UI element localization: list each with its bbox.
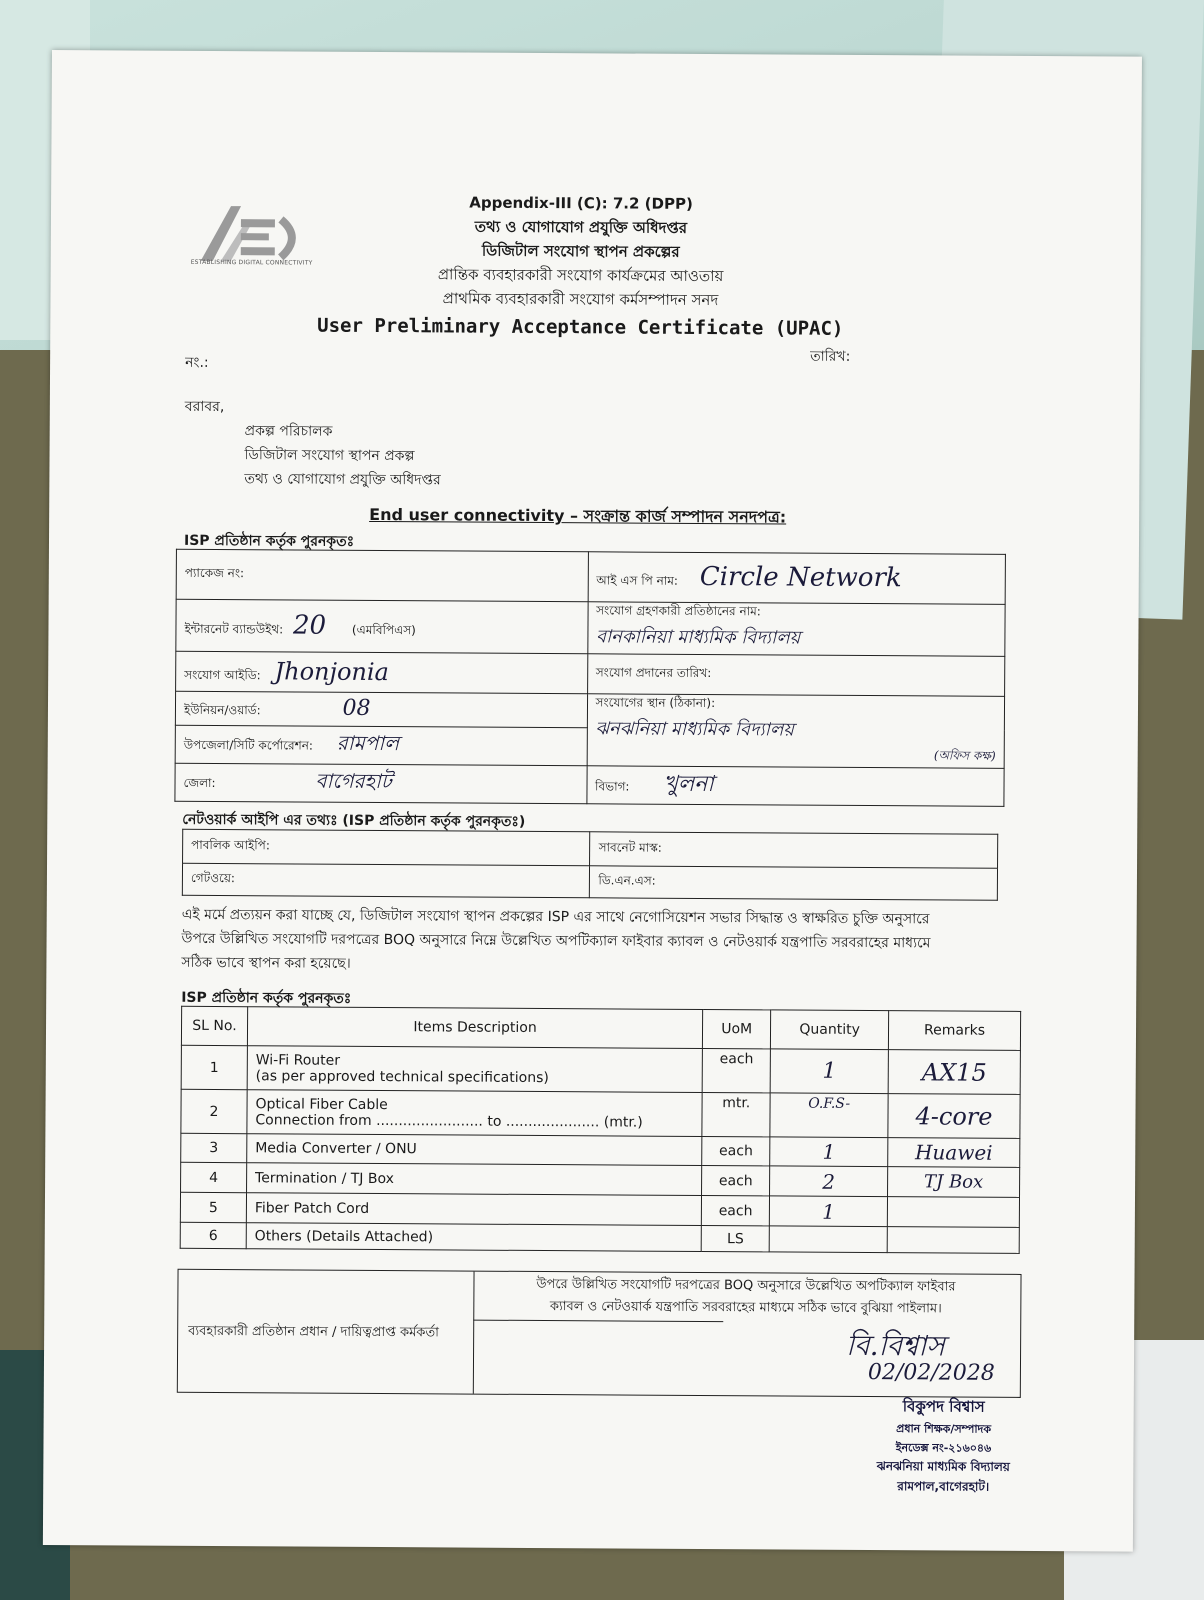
union-label: ইউনিয়ন/ওয়ার্ড: xyxy=(183,702,261,718)
row-desc-main: Wi-Fi Router xyxy=(255,1051,341,1069)
stamp-index: ইনডেক্স নং-২১৬০৪৬ xyxy=(895,1441,992,1455)
subnet-label: সাবনেট মাস্ক: xyxy=(598,839,662,855)
stamp-name: বিকুপদ বিশ্বাস xyxy=(902,1397,985,1416)
row-uom: each xyxy=(702,1048,770,1092)
upazila-label: উপজেলা/সিটি কর্পোরেশন: xyxy=(183,737,314,753)
date-label: তারিখ: xyxy=(810,348,851,365)
union-cell xyxy=(175,691,587,728)
row-desc-main: Optical Fiber Cable xyxy=(255,1095,388,1113)
isp-fill-label: ISP প্রতিষ্ঠান কর্তৃক পুরনকৃতঃ xyxy=(183,532,355,550)
signature-date: 02/02/2028 xyxy=(867,1360,995,1386)
row-quantity xyxy=(769,1226,887,1253)
row-remarks xyxy=(887,1197,1019,1228)
col-header-sl: SL No. xyxy=(181,1006,247,1045)
bandwidth-value: 20 xyxy=(292,610,327,641)
header-line-3: প্রান্তিক ব্যবহারকারী সংযোগ কার্যক্রমের আওতায় xyxy=(437,265,724,286)
row-remarks: 4-core xyxy=(888,1094,1020,1139)
row-quantity: 1 xyxy=(770,1137,888,1167)
address-line-3: তথ্য ও যোগাযোগ প্রযুক্তি অধিদপ্তর xyxy=(244,471,441,489)
row-uom: each xyxy=(702,1165,770,1195)
row-description: Others (Details Attached) xyxy=(246,1223,701,1252)
row-remarks: AX15 xyxy=(888,1050,1020,1095)
recipient-cell xyxy=(587,602,1005,657)
stamp-address: রামপাল,বাগেরহাট। xyxy=(897,1479,990,1494)
row-desc-sub: (as per approved technical specifications) xyxy=(255,1067,549,1086)
row-remarks: TJ Box xyxy=(888,1167,1020,1198)
appendix-ref: Appendix-III (C): 7.2 (DPP) xyxy=(469,193,693,213)
location-cell xyxy=(587,694,1005,769)
connection-id-cell xyxy=(176,651,588,694)
declaration-line-1: এই মর্মে প্রত্যয়ন করা যাচ্ছে যে, ডিজিটাল সংযোগ স্থাপন প্রকল্পের ISP এর সাথে নেগোসিয়েশন সভার সিদ্ধান্ত ও স্বাক্ষরিত চুক্তি অনুসারে xyxy=(181,906,930,928)
row-description: Termination / TJ Box xyxy=(246,1163,701,1196)
row-uom: mtr. xyxy=(702,1092,770,1136)
isp-name-label: আই এস পি নাম: xyxy=(596,573,679,588)
public-ip-cell xyxy=(183,829,591,865)
row-quantity: 2 xyxy=(770,1166,888,1197)
department-name: তথ্য ও যোগাযোগ প্রযুক্তি অধিদপ্তর xyxy=(474,217,688,237)
location-value-2: (অফিস কক্ষ) xyxy=(933,748,996,763)
bandwidth-label: ইন্টারনেট ব্যান্ডউইথ: xyxy=(184,621,284,637)
recipient-label: সংযোগ গ্রহণকারী প্রতিষ্ঠানের নাম: xyxy=(596,603,761,619)
row-description xyxy=(247,1090,703,1137)
table-row xyxy=(181,1045,1020,1094)
row-uom: LS xyxy=(701,1225,769,1251)
row-description: Fiber Patch Cord xyxy=(246,1193,701,1226)
address-line-1: প্রকল্প পরিচালক xyxy=(244,423,333,440)
district-value: বাগেরহাট xyxy=(315,768,392,794)
address-block xyxy=(244,419,441,492)
handwritten-signature: বি.বিশ্বাস xyxy=(846,1328,945,1363)
package-cell xyxy=(176,549,588,602)
division-value: খুলনা xyxy=(663,771,714,798)
declaration-line-2: উপরে উল্লিখিত সংযোগটি দরপত্রের BOQ অনুসারে নিম্নে উল্লেখিত অপটিক্যাল ফাইবার ক্যাবল ও নেটওয়ার্ক যন্ত্রপাতি সরবরাহের মাধ্যমে xyxy=(181,930,931,952)
ref-number-label: নং.: xyxy=(185,354,209,371)
gateway-cell xyxy=(182,863,590,897)
acceptance-line-2: ক্যাবল ও নেটওয়ার্ক যন্ত্রপাতি সরবরাহের মাধ্যমে সঠিক ভাবে বুঝিয়া পাইলাম। xyxy=(549,1299,942,1317)
table-row xyxy=(180,1222,1019,1253)
row-uom: each xyxy=(702,1195,770,1225)
connection-date-label: সংযোগ প্রদানের তারিখ: xyxy=(595,664,712,680)
location-value: ঝনঝনিয়া মাধ্যমিক বিদ্যালয় xyxy=(595,718,794,741)
bandwidth-unit: (এমবিপিএস) xyxy=(351,622,416,638)
row-sl: 3 xyxy=(181,1133,247,1162)
row-quantity: 1 xyxy=(770,1049,888,1094)
row-uom: each xyxy=(702,1136,770,1165)
row-sl: 1 xyxy=(181,1045,247,1089)
row-description xyxy=(247,1046,703,1093)
network-heading: নেটওয়ার্ক আইপি এর তথ্যঃ (ISP প্রতিষ্ঠান কর্তৃক পুরনকৃতঃ) xyxy=(182,811,526,830)
declaration-paragraph xyxy=(181,903,1011,980)
district-label: জেলা: xyxy=(183,775,216,791)
connection-id-value: Jhonjonia xyxy=(274,656,389,686)
recipient-value: বানকানিয়া মাধ্যমিক বিদ্যালয় xyxy=(595,626,801,649)
row-remarks xyxy=(887,1227,1019,1254)
upazila-cell xyxy=(175,725,587,766)
box-divider-h xyxy=(473,1320,723,1323)
section-title: End user connectivity – সংক্রান্ত কার্জ সম্পাদন সনদপত্র: xyxy=(369,504,787,527)
connection-info-table xyxy=(174,549,1006,807)
project-name: ডিজিটাল সংযোগ স্থাপন প্রকল্পের xyxy=(481,241,680,261)
header-line-4: প্রাথমিক ব্যবহারকারী সংযোগ কর্মসম্পাদন সনদ xyxy=(442,289,719,310)
box-divider xyxy=(473,1272,475,1394)
stamp-title: প্রধান শিক্ষক/সম্পাদক xyxy=(896,1422,992,1436)
bandwidth-cell xyxy=(176,599,588,654)
subnet-cell xyxy=(590,832,998,868)
district-cell xyxy=(175,763,587,804)
user-head-label: ব্যবহারকারী প্রতিষ্ঠান প্রধান / দায়িত্বপ্রাপ্ত কর্মকর্তা xyxy=(188,1323,439,1341)
acceptance-line-1: উপরে উল্লিখিত সংযোগটি দরপত্রের BOQ অনুসারে উল্লেখিত অপটিক্যাল ফাইবার xyxy=(536,1276,956,1295)
connection-date-cell xyxy=(587,654,1005,697)
document-title: User Preliminary Acceptance Certificate (UPAC) xyxy=(317,314,844,340)
row-description: Media Converter / ONU xyxy=(247,1134,702,1166)
table-row xyxy=(181,1089,1020,1138)
col-header-uom: UoM xyxy=(703,1009,771,1048)
col-header-quantity: Quantity xyxy=(771,1010,889,1050)
row-sl: 5 xyxy=(180,1192,246,1222)
address-line-2: ডিজিটাল সংযোগ স্থাপন প্রকল্প xyxy=(244,447,415,465)
location-label: সংযোগের স্থান (ঠিকানা): xyxy=(595,695,716,711)
gateway-label: গেটওয়ে: xyxy=(190,870,236,885)
items-heading: ISP প্রতিষ্ঠান কর্তৃক পুরনকৃতঃ xyxy=(181,989,352,1007)
package-label: প্যাকেজ নং: xyxy=(184,565,245,580)
logo-caption: ESTABLISHING DIGITAL CONNECTIVITY xyxy=(190,258,313,267)
document-header xyxy=(50,188,1111,344)
items-table xyxy=(180,1006,1021,1254)
row-sl: 6 xyxy=(180,1222,246,1248)
certificate-document xyxy=(43,50,1142,1552)
isp-name-value: Circle Network xyxy=(699,561,902,594)
col-header-description: Items Description xyxy=(247,1007,702,1049)
declaration-line-3: সঠিক ভাবে স্থাপন করা হয়েছে। xyxy=(181,954,351,972)
acceptance-statement xyxy=(478,1274,1013,1321)
public-ip-label: পাবলিক আইপি: xyxy=(191,837,270,852)
stamp-school: ঝনঝনিয়া মাধ্যমিক বিদ্যালয় xyxy=(876,1459,1010,1474)
row-sl: 4 xyxy=(181,1162,247,1192)
connection-id-label: সংযোগ আইডি: xyxy=(184,667,261,682)
dns-cell xyxy=(590,866,998,900)
col-header-remarks: Remarks xyxy=(888,1011,1020,1051)
division-cell xyxy=(586,766,1004,807)
row-quantity: 1 xyxy=(769,1196,887,1227)
row-sl: 2 xyxy=(181,1089,247,1133)
division-label: বিভাগ: xyxy=(595,779,630,794)
address-to: বরাবর, xyxy=(184,398,225,416)
network-info-table xyxy=(182,829,998,901)
row-remarks: Huawei xyxy=(888,1138,1020,1168)
isp-name-cell xyxy=(588,552,1006,605)
dns-label: ডি.এন.এস: xyxy=(598,872,656,888)
row-desc-sub: Connection from ........................ to ..................... (mtr.) xyxy=(255,1111,643,1131)
row-quantity: O.F.S- xyxy=(770,1093,888,1138)
union-value: 08 xyxy=(342,695,371,721)
official-stamp xyxy=(823,1395,1064,1499)
acceptance-box xyxy=(177,1269,1022,1398)
upazila-value: রামপাল xyxy=(336,730,400,756)
